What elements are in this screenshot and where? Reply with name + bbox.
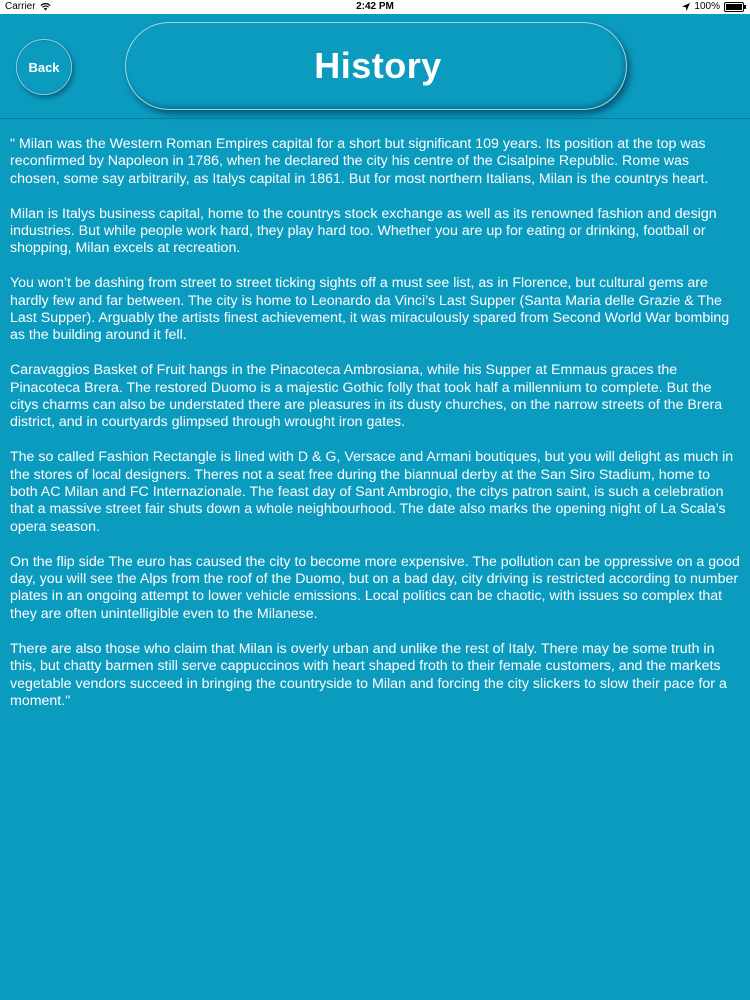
paragraph: You won’t be dashing from street to street ticking sights off a must see list, as in Florence, but cultural gems are hardly few and far between. The city is home to Leonardo da Vinci’s Last Supper (Santa Maria delle Grazie & The Last Supper). Arguably the artists finest achievement, it was miraculously spared from Second World War bombing as the building around it fell. <box>10 275 730 344</box>
title-banner <box>125 22 627 110</box>
page-title: History <box>314 45 442 86</box>
header <box>0 14 750 119</box>
paragraph: " Milan was the Western Roman Empires capital for a short but significant 109 years. Its position at the top was reconfirmed by Napoleon in 1786, when he declared the city his centre of the Cisalpine Republic. Rome was chosen, some say arbitrarily, as Italys capital in 1861. But for most northern Italians, Milan is the countrys heart. <box>10 136 709 187</box>
status-bar <box>0 0 750 14</box>
paragraph: The so called Fashion Rectangle is lined with D & G, Versace and Armani boutiques, but you will delight as much in the stores of local designers. Theres not a seat free during the biannual derby at the San Siro Stadium, home to both AC Milan and FC Internazionale. The feast day of Sant Ambrogio, the citys patron saint, is such a celebration that a massive street fair shuts down a whole neighbourhood. The date also marks the opening night of La Scala’s opera season. <box>10 449 734 535</box>
header-divider <box>0 118 750 119</box>
status-right <box>682 0 744 14</box>
paragraph: Caravaggios Basket of Fruit hangs in the Pinacoteca Ambrosiana, while his Supper at Emmaus graces the Pinacoteca Brera. The restored Duomo is a majestic Gothic folly that took half a millennium to complete. But the citys charms can also be understated there are pleasures in its dusty churches, on the narrow streets of the Brera district, and in courtyards glimpsed through wrought iron gates. <box>10 362 723 431</box>
back-button[interactable]: Back <box>16 39 72 95</box>
paragraph: On the flip side The euro has caused the city to become more expensive. The pollution can be oppressive on a good day, you will see the Alps from the roof of the Duomo, but on a bad day, city driving is restricted according to number plates in an ongoing attempt to lower vehicle emissions. Local politics can be chaotic, with issues so complex that they are often unintelligible even to the Milanese. <box>10 553 740 622</box>
carrier-label: Carrier <box>5 1 36 12</box>
paragraph: Milan is Italys business capital, home to the countrys stock exchange as well as its renowned fashion and design industries. But while people work hard, they play hard too. Whether you are up for eating or drinking, football or shopping, Milan excels at recreation. <box>10 205 717 257</box>
location-arrow-icon <box>682 3 690 11</box>
paragraph: There are also those who claim that Milan is overly urban and unlike the rest of Italy. There may be some truth in this, but chatty barmen still serve cappuccinos with heart shaped froth to their female customers, and the markets vegetable vendors succeed in bringing the countryside to Milan and forcing the city slickers to slow their pace for a moment." <box>10 640 727 709</box>
battery-percent: 100% <box>694 1 720 12</box>
status-time: 2:42 PM <box>356 1 394 12</box>
history-text-view[interactable] <box>10 136 740 728</box>
battery-icon <box>724 2 744 12</box>
